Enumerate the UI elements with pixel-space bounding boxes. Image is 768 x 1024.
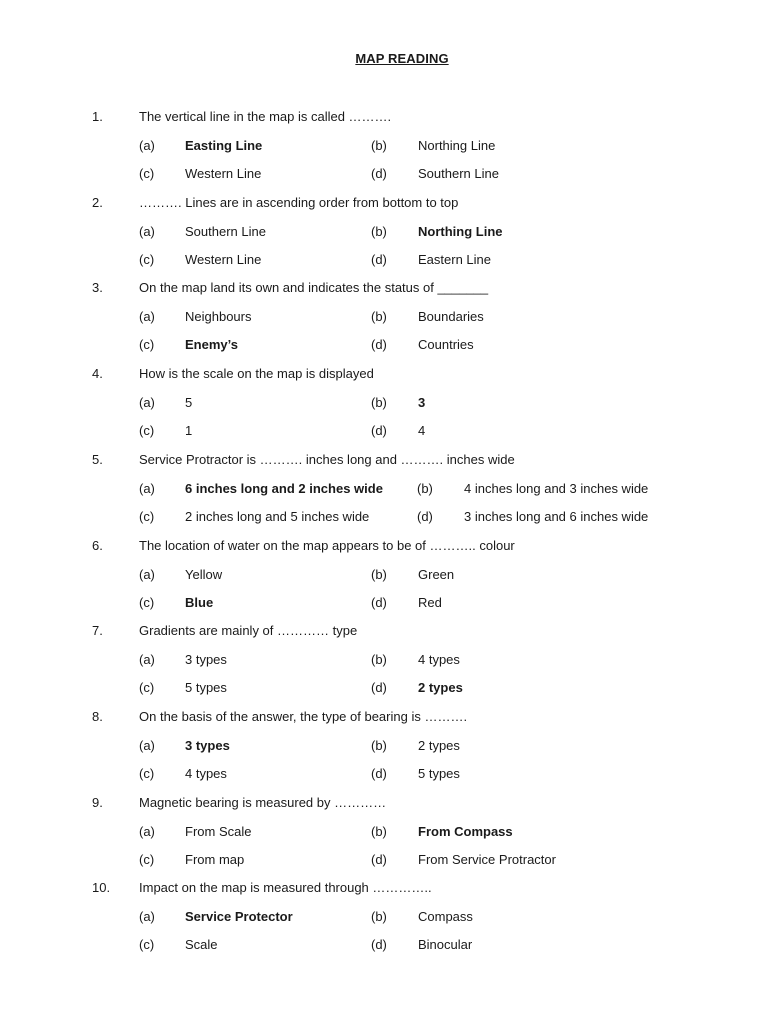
option-letter: (b) bbox=[371, 738, 387, 753]
option-letter: (b) bbox=[371, 824, 387, 839]
option-text: Binocular bbox=[418, 937, 473, 952]
option-letter: (a) bbox=[139, 224, 155, 239]
option-text: 2 inches long and 5 inches wide bbox=[185, 509, 370, 524]
option-text: Enemy’s bbox=[185, 337, 238, 352]
option-letter: (a) bbox=[139, 824, 155, 839]
option-letter: (a) bbox=[139, 138, 155, 153]
option-text: 3 inches long and 6 inches wide bbox=[464, 509, 649, 524]
option-text: Service Protector bbox=[185, 909, 293, 924]
option-letter: (a) bbox=[139, 309, 155, 324]
option-letter: (c) bbox=[139, 680, 155, 695]
question-text: ………. Lines are in ascending order from bottom to top bbox=[139, 195, 459, 210]
option-text: From map bbox=[185, 852, 245, 867]
option-letter: (b) bbox=[371, 652, 387, 667]
option-letter: (a) bbox=[139, 738, 155, 753]
option-text: Northing Line bbox=[418, 224, 503, 239]
option-text: From Compass bbox=[418, 824, 513, 839]
option-text: Blue bbox=[185, 595, 214, 610]
option-text: Boundaries bbox=[418, 309, 484, 324]
option-letter: (c) bbox=[139, 337, 155, 352]
option-text: 5 types bbox=[185, 680, 227, 695]
option-letter: (d) bbox=[371, 766, 387, 781]
option-text: Scale bbox=[185, 937, 218, 952]
question-number: 8. bbox=[92, 709, 103, 724]
option-text: 3 types bbox=[185, 738, 230, 753]
question-text: How is the scale on the map is displayed bbox=[139, 366, 374, 381]
option-letter: (b) bbox=[417, 481, 433, 496]
option-text: 4 types bbox=[185, 766, 227, 781]
option-letter: (c) bbox=[139, 423, 155, 438]
option-text: 3 bbox=[418, 395, 426, 410]
option-text: Southern Line bbox=[185, 224, 266, 239]
question-text: Impact on the map is measured through ………….. bbox=[139, 880, 432, 895]
option-letter: (c) bbox=[139, 509, 155, 524]
question-number: 3. bbox=[92, 280, 103, 295]
option-letter: (a) bbox=[139, 652, 155, 667]
option-letter: (c) bbox=[139, 595, 155, 610]
option-text: 3 types bbox=[185, 652, 227, 667]
option-letter: (d) bbox=[417, 509, 433, 524]
option-text: Eastern Line bbox=[418, 252, 491, 267]
option-letter: (a) bbox=[139, 395, 155, 410]
option-text: 2 types bbox=[418, 738, 460, 753]
option-text: 4 types bbox=[418, 652, 460, 667]
option-text: Red bbox=[418, 595, 442, 610]
option-letter: (b) bbox=[371, 224, 387, 239]
option-text: From Scale bbox=[185, 824, 252, 839]
question-number: 5. bbox=[92, 452, 103, 467]
question-number: 7. bbox=[92, 623, 103, 638]
option-letter: (a) bbox=[139, 909, 155, 924]
option-letter: (a) bbox=[139, 481, 155, 496]
option-letter: (d) bbox=[371, 937, 387, 952]
question-text: Service Protractor is ………. inches long and ………. inches wide bbox=[139, 452, 515, 467]
question-text: The vertical line in the map is called ………. bbox=[139, 109, 392, 124]
option-text: 4 bbox=[418, 423, 426, 438]
option-letter: (b) bbox=[371, 909, 387, 924]
question-number: 2. bbox=[92, 195, 103, 210]
option-letter: (c) bbox=[139, 166, 155, 181]
question-text: Gradients are mainly of ………… type bbox=[139, 623, 358, 638]
option-text: Countries bbox=[418, 337, 474, 352]
option-letter: (b) bbox=[371, 309, 387, 324]
question-number: 1. bbox=[92, 109, 103, 124]
page-title: MAP READING bbox=[355, 51, 449, 66]
option-text: 5 bbox=[185, 395, 193, 410]
option-letter: (c) bbox=[139, 252, 155, 267]
option-text: Compass bbox=[418, 909, 473, 924]
question-number: 9. bbox=[92, 795, 103, 810]
option-letter: (b) bbox=[371, 567, 387, 582]
option-text: Western Line bbox=[185, 166, 262, 181]
option-text: Easting Line bbox=[185, 138, 263, 153]
option-letter: (d) bbox=[371, 595, 387, 610]
option-letter: (c) bbox=[139, 937, 155, 952]
option-text: 5 types bbox=[418, 766, 460, 781]
option-text: Southern Line bbox=[418, 166, 499, 181]
option-text: 1 bbox=[185, 423, 193, 438]
option-text: Northing Line bbox=[418, 138, 496, 153]
question-number: 4. bbox=[92, 366, 103, 381]
question-text: The location of water on the map appears to be of ……….. colour bbox=[139, 538, 515, 553]
question-text: On the map land its own and indicates the status of _______ bbox=[139, 280, 489, 295]
option-letter: (d) bbox=[371, 166, 387, 181]
option-text: 6 inches long and 2 inches wide bbox=[185, 481, 383, 496]
option-text: Green bbox=[418, 567, 455, 582]
option-letter: (d) bbox=[371, 852, 387, 867]
option-letter: (d) bbox=[371, 337, 387, 352]
question-number: 10. bbox=[92, 880, 111, 895]
option-letter: (d) bbox=[371, 680, 387, 695]
option-letter: (a) bbox=[139, 567, 155, 582]
option-text: 4 inches long and 3 inches wide bbox=[464, 481, 649, 496]
option-text: 2 types bbox=[418, 680, 463, 695]
option-text: Neighbours bbox=[185, 309, 252, 324]
option-letter: (d) bbox=[371, 252, 387, 267]
option-text: Yellow bbox=[185, 567, 223, 582]
option-letter: (b) bbox=[371, 395, 387, 410]
option-text: Western Line bbox=[185, 252, 262, 267]
question-text: On the basis of the answer, the type of bearing is ………. bbox=[139, 709, 468, 724]
question-number: 6. bbox=[92, 538, 103, 553]
option-letter: (c) bbox=[139, 766, 155, 781]
option-text: From Service Protractor bbox=[418, 852, 556, 867]
question-text: Magnetic bearing is measured by ………… bbox=[139, 795, 387, 810]
option-letter: (b) bbox=[371, 138, 387, 153]
option-letter: (c) bbox=[139, 852, 155, 867]
option-letter: (d) bbox=[371, 423, 387, 438]
